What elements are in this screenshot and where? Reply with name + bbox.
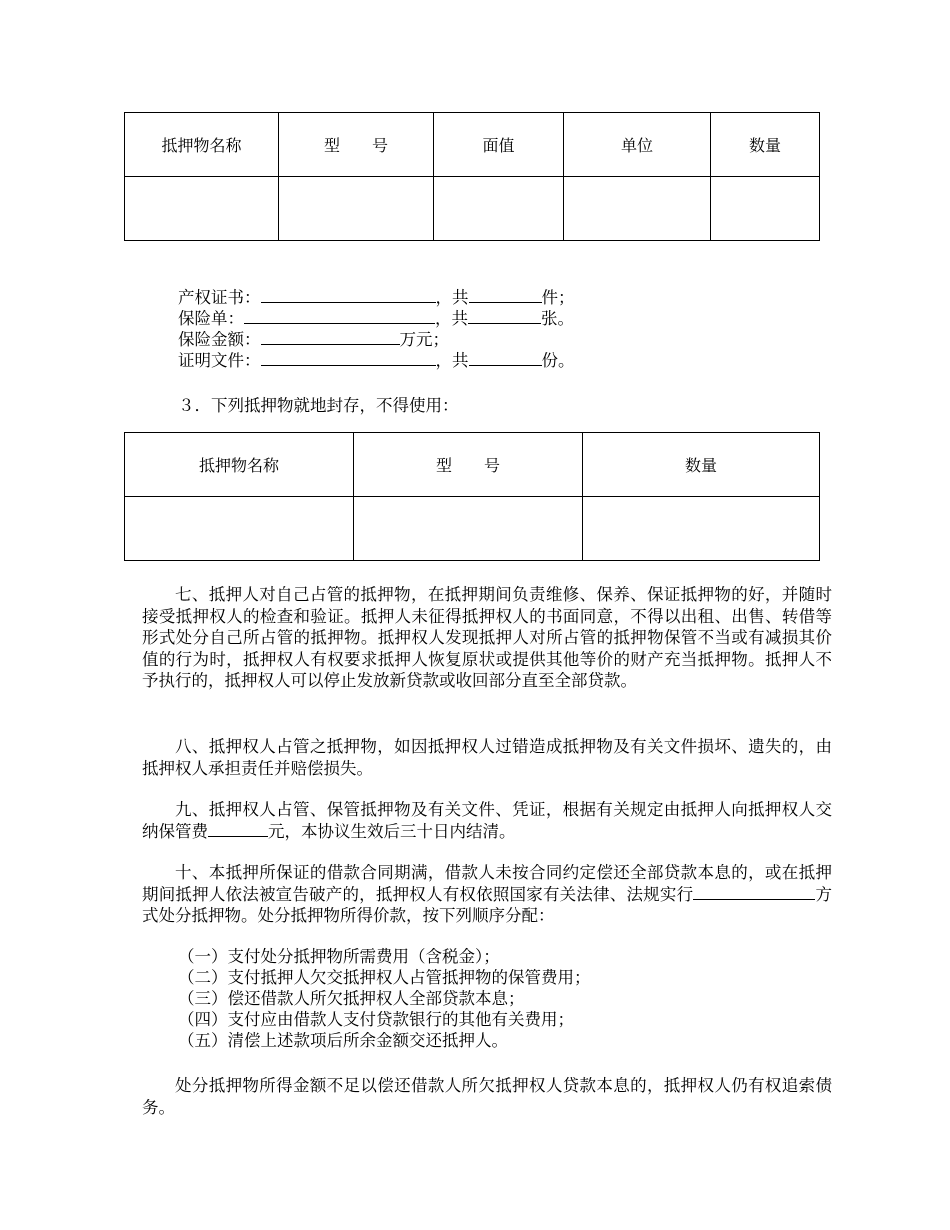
proof-unit: 份。	[541, 351, 575, 370]
final-paragraph: 处分抵押物所得金额不足以偿还借款人所欠抵押权人贷款本息的，抵押权人仍有权追索债务。	[142, 1076, 832, 1117]
cert-blank	[261, 287, 436, 303]
distribution-item-4: （四）支付应由借款人支付贷款银行的其他有关费用；	[178, 1010, 574, 1029]
cert-count-blank	[469, 287, 542, 303]
table-cell	[434, 177, 564, 241]
cert-unit: 件；	[541, 288, 575, 307]
clause-9-text-a: 九、抵押权人占管、保管抵押物及有关文件、凭证，根据有关规定由抵押人向抵押权人交纳保管费	[142, 800, 832, 841]
header-cell: 数量	[711, 113, 820, 177]
clause-8: 八、抵押权人占管之抵押物，如因抵押权人过错造成抵押物及有关文件损坏、遗失的，由抵押权人承担责任并赔偿损失。	[142, 737, 832, 778]
cert-line	[178, 287, 575, 308]
proof-mid: ，共	[435, 351, 469, 370]
table-cell	[711, 177, 820, 241]
table-cell	[279, 177, 434, 241]
clause-10-text-b: 方式处分抵押物。处分抵押物所得价款，按下列顺序分配：	[142, 884, 833, 925]
proof-count-blank	[469, 350, 542, 366]
header-cell: 型 号	[279, 113, 434, 177]
fee-blank	[208, 821, 268, 837]
table-cell	[125, 177, 279, 241]
header-cell: 面值	[434, 113, 564, 177]
amount-unit: 万元；	[399, 330, 449, 349]
clause-7: 七、抵押人对自己占管的抵押物，在抵押期间负责维修、保养、保证抵押物的好，并随时接受抵押权人的检查和验证。抵押人未征得抵押权人的书面同意，不得以出租、出售、转借等形式处分自己所占管的抵押物。抵押权人发现抵押人对所占管的抵押物保管不当或有减损其价值的行为时，抵押权人有权要求抵押人恢复原状或提供其他等价的财产充当抵押物。抵押人不予执行的，抵押权人可以停止发放新贷款或收回部分直至全部贷款。	[142, 585, 832, 690]
header-cell: 抵押物名称	[125, 113, 279, 177]
method-blank	[693, 884, 815, 900]
clause-9	[142, 799, 832, 842]
distribution-item-2: （二）支付抵押人欠交抵押权人占管抵押物的保管费用；	[178, 968, 591, 987]
insurance-mid: ，共	[435, 309, 468, 328]
cert-label: 产权证书：	[178, 288, 261, 307]
table-cell	[125, 497, 354, 561]
proof-label: 证明文件：	[178, 351, 261, 370]
header-cell: 数量	[583, 433, 820, 497]
insurance-label: 保险单：	[178, 309, 244, 328]
insurance-unit: 张。	[541, 309, 574, 328]
header-cell: 抵押物名称	[125, 433, 354, 497]
table-row	[125, 497, 820, 561]
amount-line	[178, 329, 449, 350]
insurance-blank	[244, 308, 435, 324]
clause-9-text-b: 元，本协议生效后三十日内结清。	[268, 821, 516, 841]
table-header-row	[125, 433, 820, 497]
table-header-row	[125, 113, 820, 177]
distribution-item-3: （三）偿还借款人所欠抵押权人全部贷款本息；	[178, 989, 525, 1008]
amount-blank	[261, 329, 400, 345]
collateral-table-1	[124, 112, 820, 241]
proof-blank	[261, 350, 436, 366]
distribution-item-1: （一）支付处分抵押物所需费用（含税金）；	[178, 947, 500, 966]
insurance-count-blank	[468, 308, 541, 324]
table-cell	[583, 497, 820, 561]
proof-line	[178, 350, 575, 371]
cert-mid: ，共	[435, 288, 469, 307]
distribution-item-5: （五）清偿上述款项后所余金额交还抵押人。	[178, 1031, 508, 1050]
item-3: ３．下列抵押物就地封存，不得使用：	[178, 396, 459, 415]
collateral-table-2	[124, 432, 820, 561]
table-cell	[564, 177, 711, 241]
clause-10	[142, 862, 832, 927]
amount-label: 保险金额：	[178, 330, 261, 349]
table-cell	[354, 497, 583, 561]
insurance-line	[178, 308, 574, 329]
header-cell: 单位	[564, 113, 711, 177]
table-row	[125, 177, 820, 241]
header-cell: 型 号	[354, 433, 583, 497]
clause-10-text-a: 十、本抵押所保证的借款合同期满，借款人未按合同约定偿还全部贷款本息的，或在抵押期间抵押人依法被宣告破产的，抵押权人有权依照国家有关法律、法规实行	[142, 863, 832, 904]
